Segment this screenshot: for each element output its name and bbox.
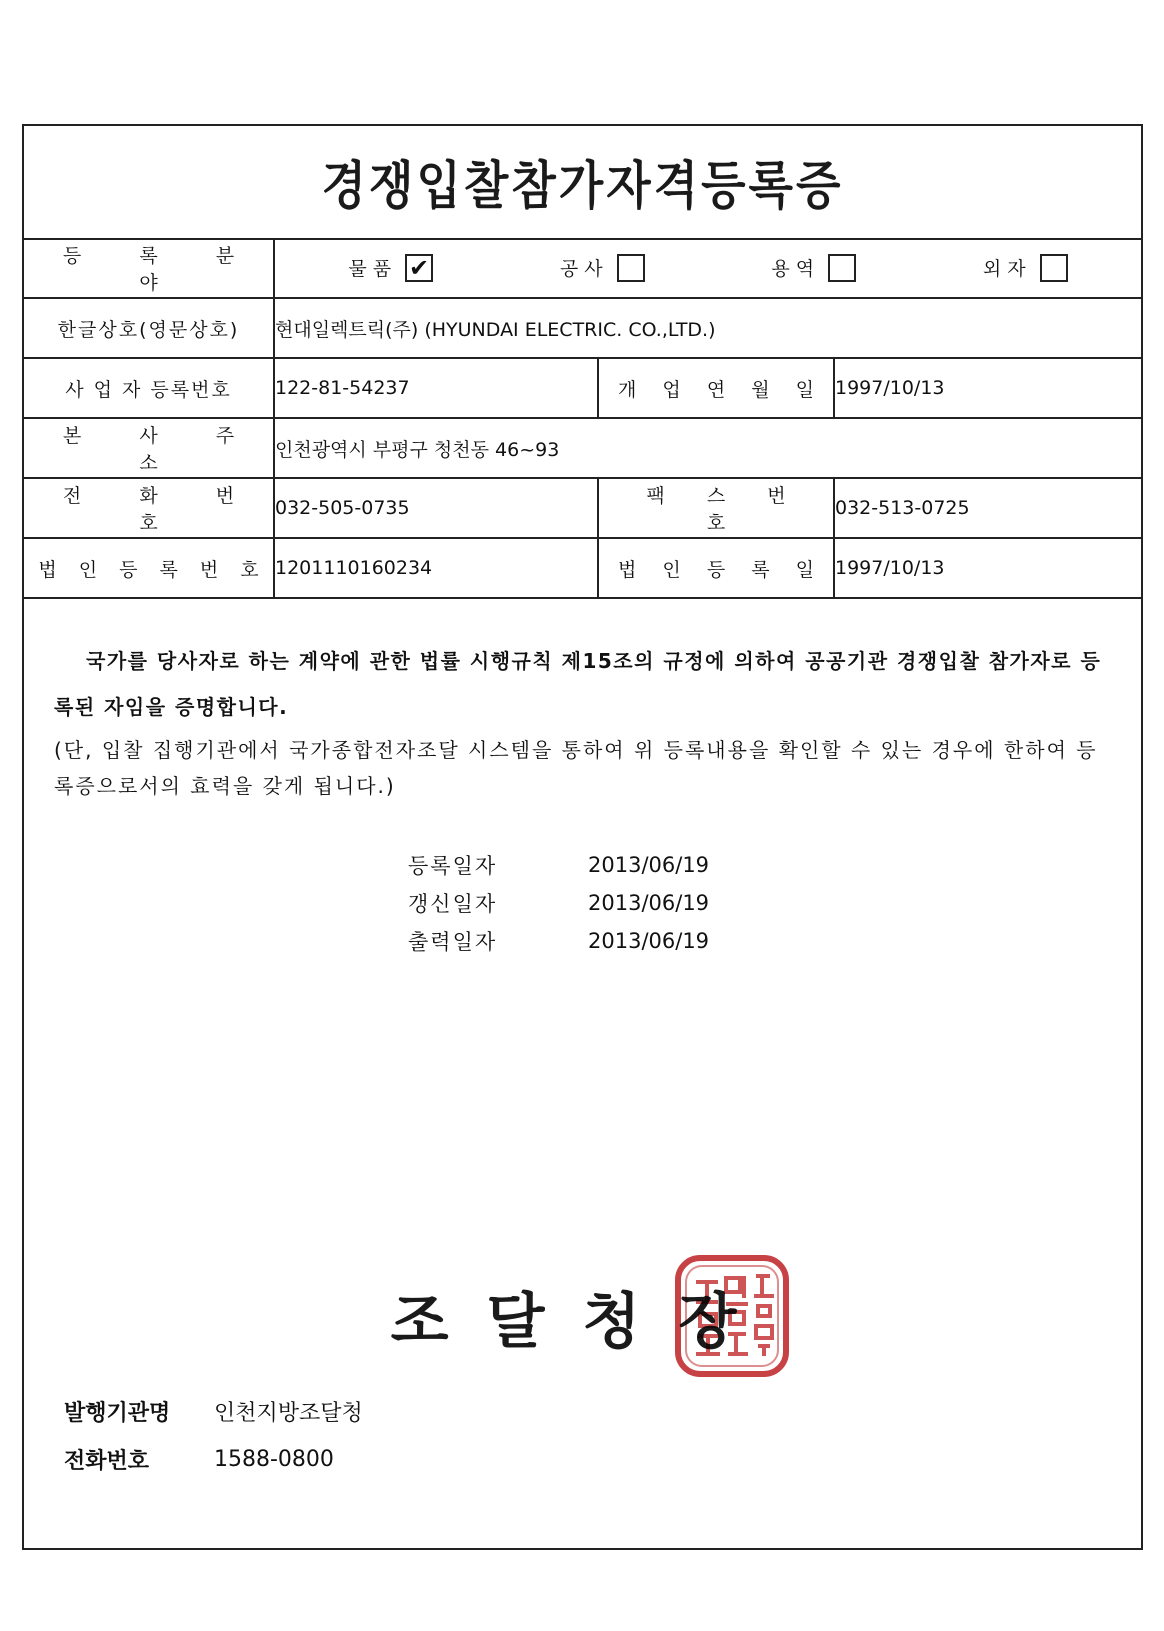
corp-no-row [24, 538, 1141, 598]
category-construction [560, 254, 645, 282]
company-name-row [24, 298, 1141, 358]
open-date-label: 개 업 연 월 일 [598, 358, 834, 418]
declaration-main: 국가를 당사자로 하는 계약에 관한 법률 시행규칙 제15조의 규정에 의하여 공공기관 경쟁입찰 참가자로 등록된 자임을 증명합니다. [54, 649, 1102, 719]
corp-date-label: 법 인 등 록 일 [598, 538, 834, 598]
title-row [24, 126, 1141, 240]
category-foreign-label: 외자 [982, 258, 1032, 280]
agency-value: 인천지방조달청 [214, 1401, 363, 1426]
foreign-checkbox [1040, 254, 1068, 282]
registration-date-value: 2013/06/19 [588, 853, 710, 877]
biz-no-value: 122-81-54237 [274, 358, 598, 418]
open-date-value: 1997/10/13 [834, 358, 1141, 418]
registration-date-label: 등록일자 [408, 854, 498, 878]
category-construction-label: 공사 [559, 258, 609, 280]
category-goods [348, 254, 433, 282]
corp-no-label: 법 인 등 록 번 호 [24, 538, 274, 598]
phone-label: 전 화 번 호 [24, 478, 274, 538]
print-date-value: 2013/06/19 [588, 929, 710, 953]
registration-date-row [408, 846, 709, 884]
footer-phone-row [64, 1444, 334, 1475]
phone-value: 032-505-0735 [274, 478, 598, 538]
address-label: 본 사 주 소 [24, 418, 274, 478]
fax-label: 팩 스 번 호 [598, 478, 834, 538]
address-row [24, 418, 1141, 478]
corp-no-value: 1201110160234 [274, 538, 598, 598]
category-label: 등 록 분 야 [24, 238, 274, 298]
print-date-label: 출력일자 [408, 930, 498, 954]
construction-checkbox [617, 254, 645, 282]
certificate-title: 경쟁입찰참가자격등록증 [321, 155, 844, 216]
corp-date-value: 1997/10/13 [834, 538, 1141, 598]
footer-agency-row [64, 1396, 363, 1427]
biz-no-label: 사 업 자 등록번호 [24, 358, 274, 418]
goods-checkbox [405, 254, 433, 282]
company-name-label: 한글상호(영문상호) [24, 298, 274, 358]
dates-block [408, 846, 709, 960]
footer-phone-value: 1588-0800 [214, 1447, 334, 1472]
info-table [24, 238, 1141, 599]
agency-label: 발행기관명 [64, 1401, 171, 1426]
print-date-row [408, 922, 709, 960]
declaration-note: (단, 입찰 집행기관에서 국가종합전자조달 시스템을 통하여 위 등록내용을 확인할 수 있는 경우에 한하여 등록증으로서의 효력을 갖게 됩니다.) [54, 738, 1098, 798]
renewal-date-value: 2013/06/19 [588, 891, 710, 915]
check-mark-icon: ✔ [409, 253, 430, 282]
service-checkbox [828, 254, 856, 282]
category-service [771, 254, 856, 282]
renewal-date-label: 갱신일자 [408, 892, 498, 916]
certificate-frame [22, 124, 1143, 1550]
category-foreign [983, 254, 1068, 282]
fax-value: 032-513-0725 [834, 478, 1141, 538]
footer-phone-label: 전화번호 [64, 1449, 150, 1474]
phone-row [24, 478, 1141, 538]
official-seal-icon [672, 1254, 792, 1378]
biz-no-row [24, 358, 1141, 418]
company-name-value: 현대일렉트릭(주) (HYUNDAI ELECTRIC. CO.,LTD.) [274, 298, 1141, 358]
issuer-name: 조달청장 [390, 1287, 775, 1357]
renewal-date-row [408, 884, 709, 922]
category-row [24, 238, 1141, 298]
address-value: 인천광역시 부평구 청천동 46~93 [274, 418, 1141, 478]
category-goods-label: 물품 [348, 258, 398, 280]
category-service-label: 용역 [771, 258, 821, 280]
